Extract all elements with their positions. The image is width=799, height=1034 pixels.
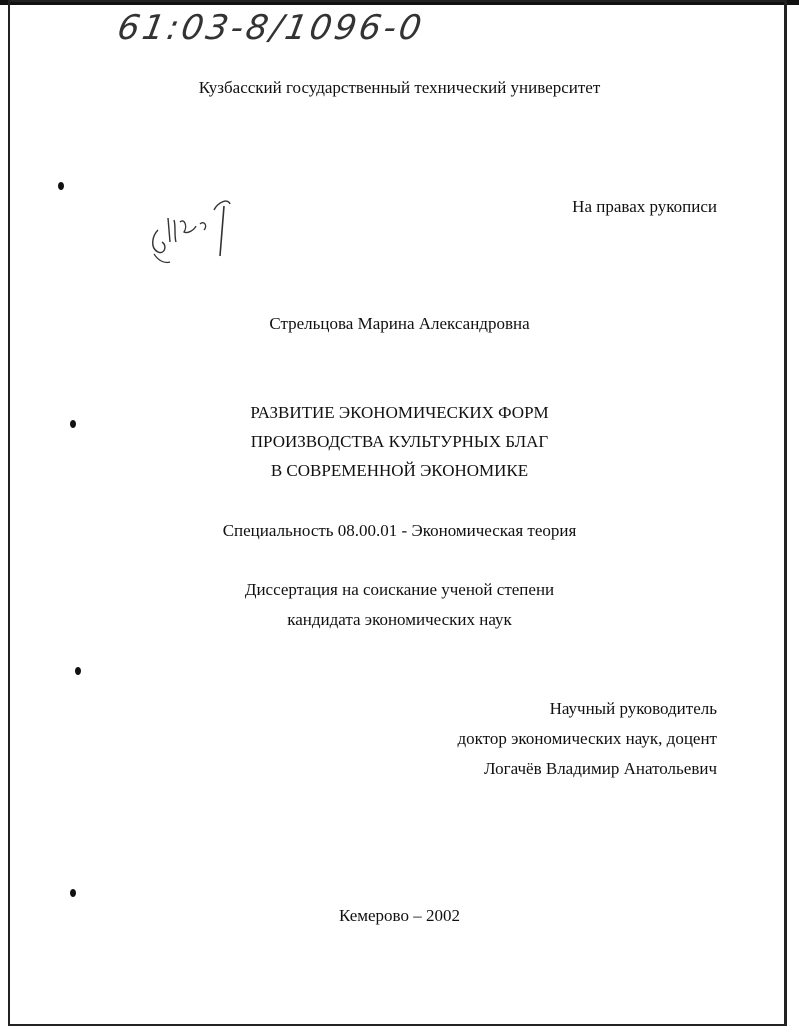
title-line-2: ПРОИЗВОДСТВА КУЛЬТУРНЫХ БЛАГ <box>250 432 549 451</box>
archive-code-handwritten: 61:03-8/1096-0 <box>114 8 428 48</box>
supervisor-name: Логачёв Владимир Анатольевич <box>484 759 717 778</box>
author-name: Стрельцова Марина Александровна <box>269 314 530 333</box>
punch-hole-mark <box>75 667 81 675</box>
punch-hole-mark <box>58 182 64 190</box>
degree-line-2: кандидата экономических наук <box>287 610 512 629</box>
punch-hole-mark <box>70 889 76 897</box>
supervisor-role: Научный руководитель <box>549 699 717 718</box>
punch-hole-mark <box>70 420 76 428</box>
specialty-line: Специальность 08.00.01 - Экономическая теория <box>222 521 577 540</box>
city-year: Кемерово – 2002 <box>339 906 460 925</box>
university-name: Кузбасский государственный технический университет <box>198 78 601 97</box>
handwritten-signature-mark <box>144 192 254 272</box>
title-line-3: В СОВРЕМЕННОЙ ЭКОНОМИКЕ <box>270 461 529 480</box>
supervisor-degree: доктор экономических наук, доцент <box>457 729 717 748</box>
degree-line-1: Диссертация на соискание ученой степени <box>244 580 555 599</box>
title-line-1: РАЗВИТИЕ ЭКОНОМИЧЕСКИХ ФОРМ <box>250 403 549 422</box>
manuscript-rights-label: На правах рукописи <box>572 197 717 216</box>
page-border <box>8 0 787 1026</box>
